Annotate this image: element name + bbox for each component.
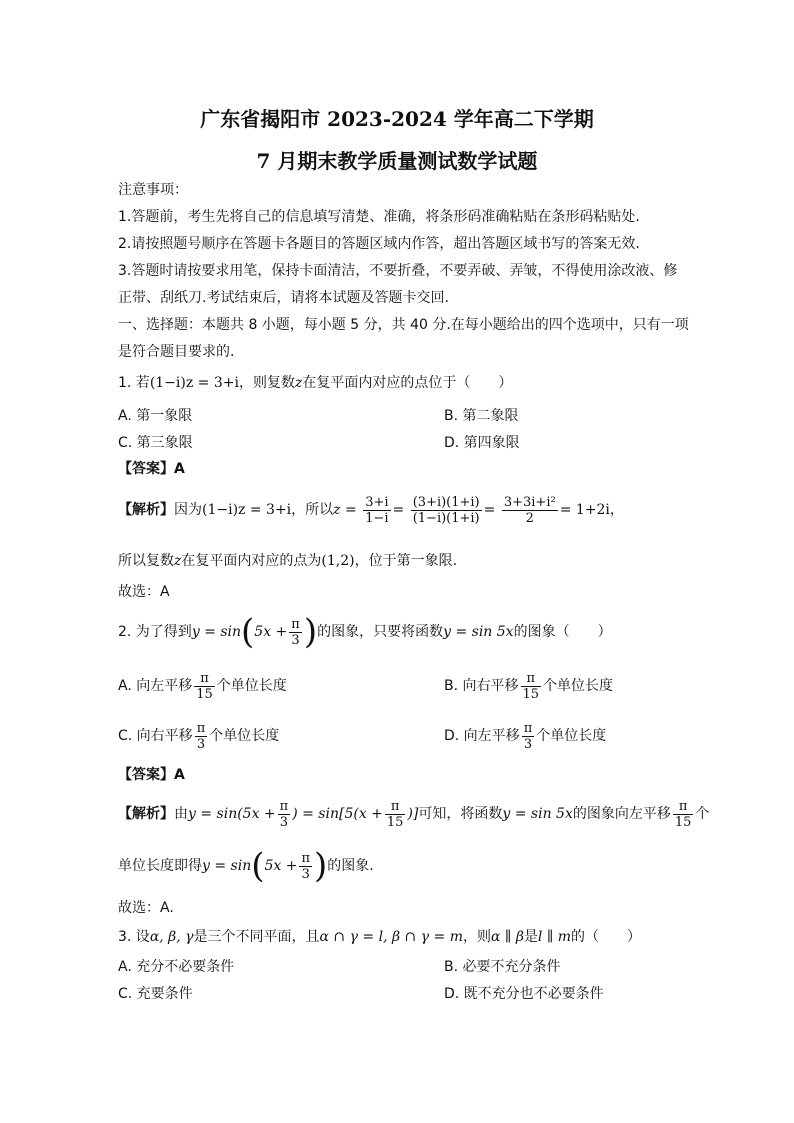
notice-heading: 注意事项：: [118, 182, 188, 198]
q2-answer: 【答案】A: [118, 767, 185, 783]
q3-option-a: A. 充分不必要条件: [118, 959, 235, 975]
q1-option-c: C. 第三象限: [118, 435, 193, 451]
q3-option-b: B. 必要不充分条件: [444, 959, 561, 975]
q2-func1-inner: 5x +: [254, 624, 288, 640]
q3-parallel: α ∥ β: [491, 929, 524, 945]
q2-option-d-text: D. 向左平移: [444, 728, 520, 744]
q2-analysis-frac1-num: π: [279, 798, 289, 814]
q2-analysis-fraction-3: [673, 799, 694, 830]
q1-analysis-point: (1,2): [321, 553, 355, 569]
q2-option-c: [118, 718, 279, 754]
notice-item-4: 正带、刮纸刀.考试结束后，请将本试题及答题卡交回.: [118, 290, 449, 306]
q2-analysis-fraction-2: [385, 799, 406, 830]
q2-option-b-num: π: [521, 671, 542, 687]
q2-analysis-expr-b: ) = sin[5(x +: [292, 806, 383, 822]
q2-analysis-line2-a: 单位长度即得: [118, 858, 202, 874]
question-3: [118, 928, 641, 946]
q3-number: 3. 设: [118, 929, 150, 945]
q2-analysis-expr-a: y = sin(5x +: [188, 806, 276, 822]
q2-text-a: 的图象，只要将函数: [317, 624, 444, 640]
q2-number: 2. 为了得到: [118, 624, 192, 640]
q1-analysis-result: = 1+2i: [559, 502, 610, 518]
q1-analysis-line2-c: ，位于第一象限.: [354, 553, 458, 569]
q2-analysis-frac3-den: 15: [674, 814, 692, 830]
q2-func2: y = sin 5x: [443, 624, 514, 640]
section-heading-line1: 一、选择题：本题共 8 小题，每小题 5 分，共 40 分.在每小题给出的四个选项中，只有一项: [118, 317, 689, 333]
q1-analysis-line2: [118, 552, 457, 570]
q2-option-a-fraction: [194, 671, 215, 702]
q2-option-b-den: 15: [522, 686, 540, 702]
q2-func1-frac-den: 3: [291, 632, 300, 648]
q2-option-d: [444, 718, 606, 754]
q1-fraction-2-den: (1−i)(1+i): [412, 510, 480, 526]
question-1: [118, 374, 512, 392]
q3-option-c: C. 充要条件: [118, 986, 193, 1002]
q1-option-d: D. 第四象限: [444, 435, 520, 451]
q1-analysis-z: z =: [333, 502, 357, 518]
q2-option-a: [118, 668, 287, 704]
q3-text-d: 的（ ）: [571, 929, 642, 945]
q3-lm: l ∥ m: [537, 929, 572, 945]
q2-option-c-fraction: [195, 721, 208, 752]
q2-analysis-line2-b: 的图象.: [327, 858, 374, 874]
q1-fraction-1-den: 1−i: [365, 510, 389, 526]
q1-analysis: 【解析】因为(1−i)z = 3+i，所以z = $\frac{3+i}{1-i}$ = $\frac{(3+i)(1+i)}{(1-i)(1+i)}$ = $\frac{\text{3+3i+i²}}{2}$ = 1+2i，: [118, 494, 624, 526]
q2-conclusion: 故选：A.: [118, 900, 174, 916]
q2-option-a-den: 15: [196, 686, 213, 702]
q1-var: z: [294, 375, 303, 391]
q2-option-d-fraction: [522, 721, 535, 752]
q3-option-d: D. 既不充分也不必要条件: [444, 986, 604, 1002]
q2-option-d-unit: 个单位长度: [536, 728, 607, 744]
q2-analysis: [118, 796, 709, 832]
q2-option-a-unit: 个单位长度: [216, 678, 287, 694]
q2-option-d-num: π: [523, 720, 533, 736]
q1-analysis-expr: (1−i)z = 3+i: [202, 502, 292, 518]
q2-analysis-line2-func: y = sin: [202, 858, 252, 874]
q2-analysis-line2-den: 3: [301, 866, 310, 882]
q3-text-c: 是: [523, 929, 538, 945]
q3-text-b: ，则: [463, 929, 491, 945]
q1-fraction-1: [363, 495, 390, 526]
notice-item-3: 3.答题时请按要求用笔，保持卡面清洁，不要折叠，不要弄破、弄皱，不得使用涂改液、修: [118, 263, 678, 279]
q2-option-c-den: 3: [196, 736, 206, 752]
q1-conclusion: 故选：A: [118, 584, 170, 600]
q1-text-a: ，则复数: [238, 375, 295, 391]
q2-analysis-func: y = sin 5x: [502, 806, 573, 822]
q2-analysis-expr-c: )]: [407, 806, 419, 822]
q1-analysis-line2-var: z: [174, 553, 182, 569]
q1-fraction-3: [502, 495, 558, 526]
q3-vars: α, β, γ: [149, 929, 194, 945]
q1-number: 1. 若: [118, 375, 150, 391]
q1-option-a: A. 第一象限: [118, 408, 193, 424]
q2-option-b-fraction: [521, 671, 542, 702]
q1-analysis-line2-b: 在复平面内对应的点为: [181, 553, 322, 569]
q1-equation: (1−i)z = 3+i: [149, 375, 239, 391]
exam-title-line1: 广东省揭阳市 2023-2024 学年高二下学期: [200, 107, 594, 131]
q2-option-d-den: 3: [523, 736, 533, 752]
q2-option-c-unit: 个单位长度: [209, 728, 280, 744]
q1-analysis-line2-a: 所以复数: [118, 553, 174, 569]
q2-analysis-frac2-num: π: [385, 799, 406, 815]
q2-option-c-num: π: [196, 720, 206, 736]
section-heading-line2: 是符合题目要求的.: [118, 344, 235, 360]
q2-option-b: [444, 668, 613, 704]
q2-analysis-line2: 单位长度即得y = sin(5x + $\frac{\pi}{3}$ )的图象.: [118, 846, 374, 886]
q2-analysis-text-d: 个: [695, 806, 710, 822]
q2-analysis-frac3-num: π: [673, 799, 694, 815]
q2-option-a-text: A. 向左平移: [118, 678, 193, 694]
q2-option-a-num: π: [194, 671, 215, 687]
q3-condition: α ∩ γ = l, β ∩ γ = m: [319, 929, 463, 945]
q2-analysis-frac2-den: 15: [386, 814, 404, 830]
q2-text-b: 的图象（ ）: [513, 624, 612, 640]
q1-option-b: B. 第二象限: [444, 408, 519, 424]
notice-item-1: 1.答题前，考生先将自己的信息填写清楚、准确，将条形码准确粘贴在条形码粘贴处.: [118, 209, 640, 225]
q2-option-c-text: C. 向右平移: [118, 728, 193, 744]
exam-title-line2: 7 月期末教学质量测试数学试题: [256, 149, 538, 173]
q2-func1-fraction: [289, 617, 302, 648]
q2-option-b-unit: 个单位长度: [543, 678, 614, 694]
q1-fraction-3-num: 3+3i+i²: [503, 494, 556, 510]
q1-fraction-2-num: (3+i)(1+i): [412, 494, 480, 510]
q1-fraction-3-den: 2: [525, 510, 534, 526]
q1-text-b: 在复平面内对应的点位于（ ）: [302, 375, 513, 391]
q1-analysis-label: 【解析】: [118, 502, 174, 518]
q2-option-b-text: B. 向右平移: [444, 678, 519, 694]
q2-analysis-text-a: 由: [174, 806, 188, 822]
q2-analysis-line2-fraction: [299, 851, 312, 882]
q1-analysis-text-b: ，所以: [291, 502, 334, 518]
question-2: 2. 为了得到y = sin(5x + $\frac{\pi}{3}$ )的图象，只要将函数y = sin 5x的图象（ ）: [118, 612, 612, 652]
q2-analysis-line2-num: π: [301, 850, 311, 866]
q2-analysis-text-c: 的图象向左平移: [572, 806, 671, 822]
q2-func1-frac-num: π: [291, 616, 300, 632]
q1-fraction-2: [411, 495, 482, 526]
q2-analysis-line2-inner: 5x +: [264, 858, 298, 874]
q2-analysis-fraction-1: [278, 799, 291, 830]
q1-fraction-1-num: 3+i: [365, 494, 389, 510]
q2-analysis-text-b: 可知，将函数: [418, 806, 503, 822]
q1-analysis-text-a: 因为: [174, 502, 202, 518]
notice-item-2: 2.请按照题号顺序在答题卡各题目的答题区域内作答，超出答题区域书写的答案无效.: [118, 236, 640, 252]
q3-text-a: 是三个不同平面，且: [193, 929, 320, 945]
q2-analysis-label: 【解析】: [118, 806, 174, 822]
q2-analysis-frac1-den: 3: [279, 814, 289, 830]
q1-answer: 【答案】A: [118, 461, 185, 477]
q2-func1-a: y = sin: [191, 624, 242, 640]
